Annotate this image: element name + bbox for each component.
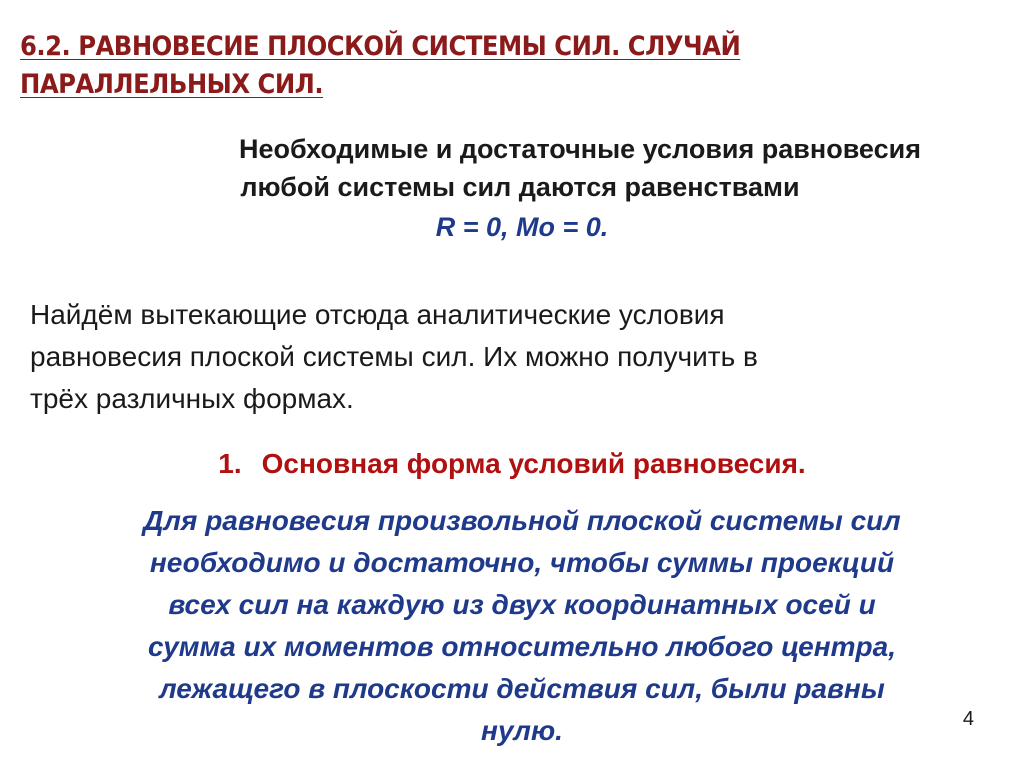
slide-title: [20, 28, 820, 104]
numbered-heading: [0, 448, 1024, 480]
paragraph-line-2: равновесия плоской системы сил. Их можно получить в: [30, 341, 758, 372]
paragraph-line-3: трёх различных формах.: [30, 383, 354, 414]
list-label: Основная форма условий равновесия.: [261, 448, 806, 479]
statement-line-4: сумма их моментов относительно любого центра,: [147, 631, 896, 662]
statement-line-2: необходимо и достаточно, чтобы суммы проекций: [149, 547, 895, 578]
statement-line-3: всех сил на каждую из двух координатных осей и: [168, 589, 876, 620]
statement-line-1: Для равновесия произвольной плоской системы сил: [143, 505, 901, 536]
page-number: 4: [962, 708, 974, 730]
equilibrium-formula: R = 0, Mо = 0.: [435, 212, 609, 242]
statement-line-6: нулю.: [481, 715, 563, 746]
list-number: 1.: [218, 448, 242, 479]
statement-line-5: лежащего в плоскости действия сил, были равны: [159, 673, 885, 704]
slide-title-line-1: 6.2. РАВНОВЕСИЕ ПЛОСКОЙ СИСТЕМЫ СИЛ. СЛУЧАЙ: [20, 31, 741, 62]
paragraph-line-1: Найдём вытекающие отсюда аналитические условия: [30, 299, 725, 330]
intro-paragraph: [30, 294, 970, 420]
theorem-statement: [0, 500, 1024, 752]
slide-title-line-2: ПАРАЛЛЕЛЬНЫХ СИЛ.: [20, 69, 324, 100]
conditions-line-1: Необходимые и достаточные условия равновесия: [239, 134, 921, 164]
conditions-line-2: любой системы сил даются равенствами: [240, 172, 800, 202]
equilibrium-conditions: [100, 130, 1000, 206]
